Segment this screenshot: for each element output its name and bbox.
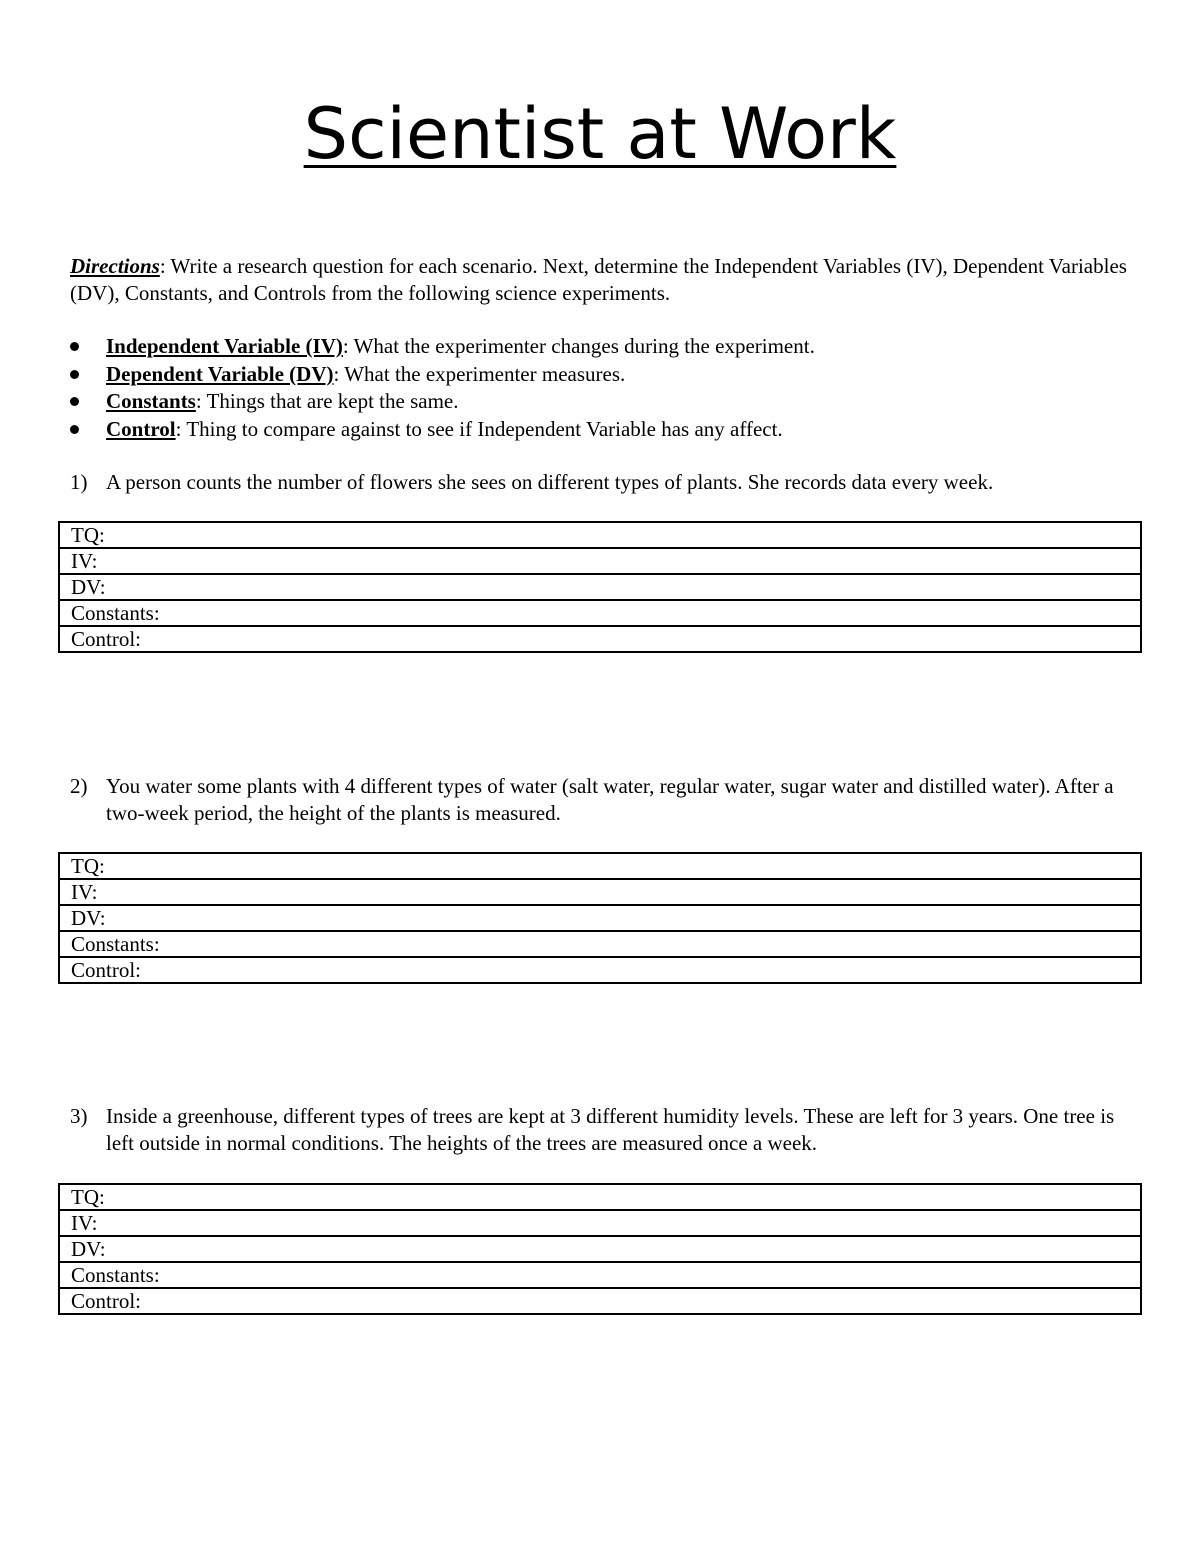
answer-field-dv[interactable]: DV: [59, 905, 1141, 931]
scenario-number: 3) [70, 1104, 88, 1128]
definition-term: Independent Variable (IV) [106, 334, 343, 358]
definition-item-constants [70, 388, 1150, 416]
answer-field-tq[interactable]: TQ: [59, 853, 1141, 879]
scenario-number: 2) [70, 774, 88, 798]
scenario-3 [70, 1103, 1140, 1157]
answer-field-constants[interactable]: Constants: [59, 1262, 1141, 1288]
answer-table-3 [58, 1183, 1142, 1315]
answer-field-control[interactable]: Control: [59, 626, 1141, 652]
definition-item-iv [70, 333, 1150, 361]
answer-table-1 [58, 521, 1142, 653]
scenario-text: A person counts the number of flowers she sees on different types of plants. She records data every week. [106, 470, 994, 494]
answer-field-iv[interactable]: IV: [59, 1210, 1141, 1236]
bullet-icon [70, 425, 79, 434]
definition-text: : Thing to compare against to see if Independent Variable has any affect. [175, 416, 783, 441]
definition-term: Constants [106, 389, 196, 413]
directions-paragraph [70, 253, 1150, 307]
answer-field-tq[interactable]: TQ: [59, 1184, 1141, 1210]
answer-field-tq[interactable]: TQ: [59, 522, 1141, 548]
answer-field-iv[interactable]: IV: [59, 879, 1141, 905]
answer-field-constants[interactable]: Constants: [59, 931, 1141, 957]
directions-label: Directions [70, 254, 160, 278]
answer-field-dv[interactable]: DV: [59, 1236, 1141, 1262]
scenario-number: 1) [70, 470, 88, 494]
scenario-2 [70, 773, 1140, 827]
scenario-text: Inside a greenhouse, different types of trees are kept at 3 different humidity levels. These are left for 3 years. One tree is left outside in normal conditions. The heights of the trees are measured once a week. [106, 1104, 1115, 1155]
directions-text: : Write a research question for each scenario. Next, determine the Independent Variables (IV), Dependent Variables (DV), Constants, and Controls from the following science experiments. [70, 254, 1127, 305]
definition-item-dv [70, 361, 1150, 389]
page-title: Scientist at Work [303, 93, 897, 175]
answer-field-dv[interactable]: DV: [59, 574, 1141, 600]
definition-term: Control [106, 416, 176, 441]
definition-item-control [70, 416, 1150, 444]
answer-field-control[interactable]: Control: [59, 957, 1141, 983]
definition-text: : Things that are kept the same. [195, 389, 459, 413]
bullet-icon [70, 370, 79, 379]
definition-text: : What the experimenter changes during the experiment. [342, 334, 815, 358]
scenario-1 [70, 469, 1140, 496]
bullet-icon [70, 342, 79, 351]
scenario-text: You water some plants with 4 different types of water (salt water, regular water, sugar water and distilled water). After a two-week period, the height of the plants is measured. [106, 774, 1114, 825]
answer-field-constants[interactable]: Constants: [59, 600, 1141, 626]
bullet-icon [70, 397, 79, 406]
answer-field-iv[interactable]: IV: [59, 548, 1141, 574]
answer-field-control[interactable]: Control: [59, 1288, 1141, 1314]
definitions-list [70, 333, 1150, 443]
definition-text: : What the experimenter measures. [333, 361, 626, 386]
answer-table-2 [58, 852, 1142, 984]
definition-term: Dependent Variable (DV) [106, 361, 334, 386]
